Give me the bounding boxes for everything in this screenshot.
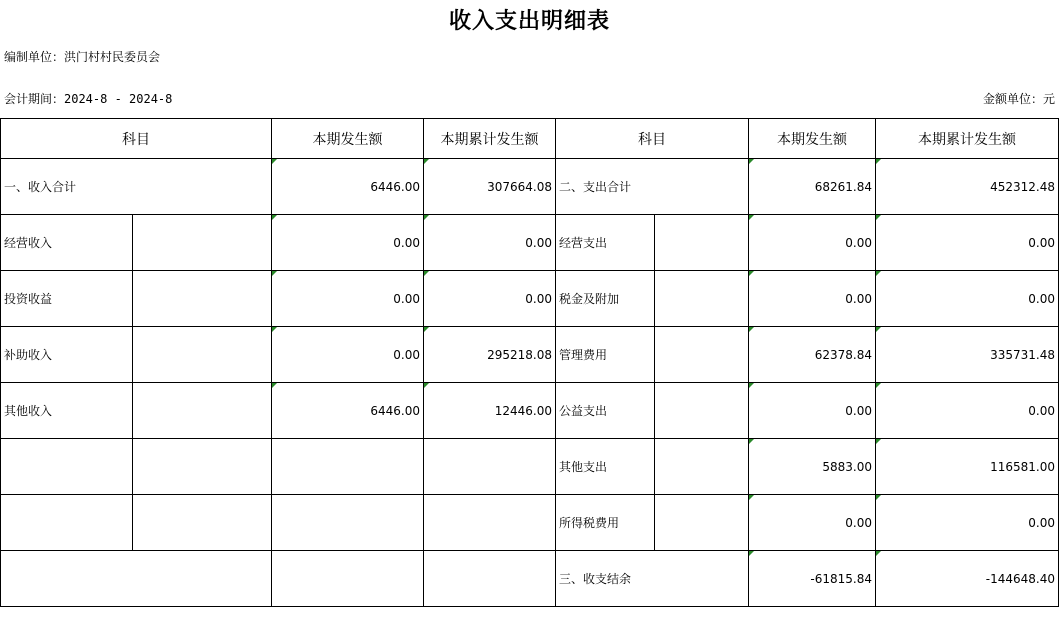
left-cumulative: 12446.00 [424,383,556,439]
left-current: 0.00 [272,327,424,383]
right-current: 0.00 [749,383,876,439]
left-cumulative [424,495,556,551]
left-current [272,439,424,495]
right-subject: 所得税费用 [556,495,655,551]
left-subject: 一、收入合计 [1,159,272,215]
report-title: 收入支出明细表 [448,8,610,34]
header-cumulative-right: 本期累计发生额 [876,119,1059,159]
header-current-left: 本期发生额 [272,119,424,159]
left-current: 0.00 [272,271,424,327]
income-expense-table [0,118,1059,607]
left-cumulative: 0.00 [424,215,556,271]
right-current: 0.00 [749,215,876,271]
header-subject-right: 科目 [556,119,749,159]
period-label: 会计期间：2024-8 - 2024-8 [4,92,173,106]
left-cumulative [424,439,556,495]
right-current: 62378.84 [749,327,876,383]
left-cumulative: 307664.08 [424,159,556,215]
right-cumulative: 116581.00 [876,439,1059,495]
right-subject-blank [655,439,749,495]
table-row [1,327,1059,383]
table-row [1,159,1059,215]
left-current [272,551,424,607]
right-subject: 管理费用 [556,327,655,383]
right-subject: 三、收支结余 [556,551,749,607]
table-row [1,271,1059,327]
right-current: 68261.84 [749,159,876,215]
left-subject-blank [133,439,272,495]
table-header-row [1,119,1059,159]
left-current: 0.00 [272,215,424,271]
right-subject: 税金及附加 [556,271,655,327]
left-subject [1,439,133,495]
right-current: 0.00 [749,271,876,327]
left-subject: 投资收益 [1,271,133,327]
left-subject-blank [133,271,272,327]
right-subject-blank [655,327,749,383]
left-subject: 补助收入 [1,327,133,383]
right-current: -61815.84 [749,551,876,607]
left-subject [1,495,133,551]
right-subject-blank [655,383,749,439]
left-cumulative: 0.00 [424,271,556,327]
left-current: 6446.00 [272,159,424,215]
left-cumulative: 295218.08 [424,327,556,383]
left-subject [1,551,272,607]
left-subject-blank [133,215,272,271]
header-cumulative-left: 本期累计发生额 [424,119,556,159]
right-current: 0.00 [749,495,876,551]
right-cumulative: 0.00 [876,271,1059,327]
left-subject: 其他收入 [1,383,133,439]
table-row [1,215,1059,271]
left-current: 6446.00 [272,383,424,439]
left-current [272,495,424,551]
table-row [1,551,1059,607]
right-subject-blank [655,215,749,271]
right-current: 5883.00 [749,439,876,495]
right-cumulative: -144648.40 [876,551,1059,607]
right-subject: 其他支出 [556,439,655,495]
right-subject: 经营支出 [556,215,655,271]
table-row [1,495,1059,551]
right-cumulative: 0.00 [876,495,1059,551]
left-subject: 经营收入 [1,215,133,271]
right-subject: 公益支出 [556,383,655,439]
left-subject-blank [133,383,272,439]
header-current-right: 本期发生额 [749,119,876,159]
left-subject-blank [133,495,272,551]
org-label: 编制单位：洪门村村民委员会 [4,50,161,64]
right-cumulative: 0.00 [876,215,1059,271]
right-subject-blank [655,495,749,551]
right-cumulative: 452312.48 [876,159,1059,215]
right-cumulative: 335731.48 [876,327,1059,383]
right-subject: 二、支出合计 [556,159,749,215]
table-row [1,439,1059,495]
right-cumulative: 0.00 [876,383,1059,439]
left-subject-blank [133,327,272,383]
header-subject-left: 科目 [1,119,272,159]
table-row [1,383,1059,439]
unit-label: 金额单位：元 [982,92,1055,106]
right-subject-blank [655,271,749,327]
left-cumulative [424,551,556,607]
